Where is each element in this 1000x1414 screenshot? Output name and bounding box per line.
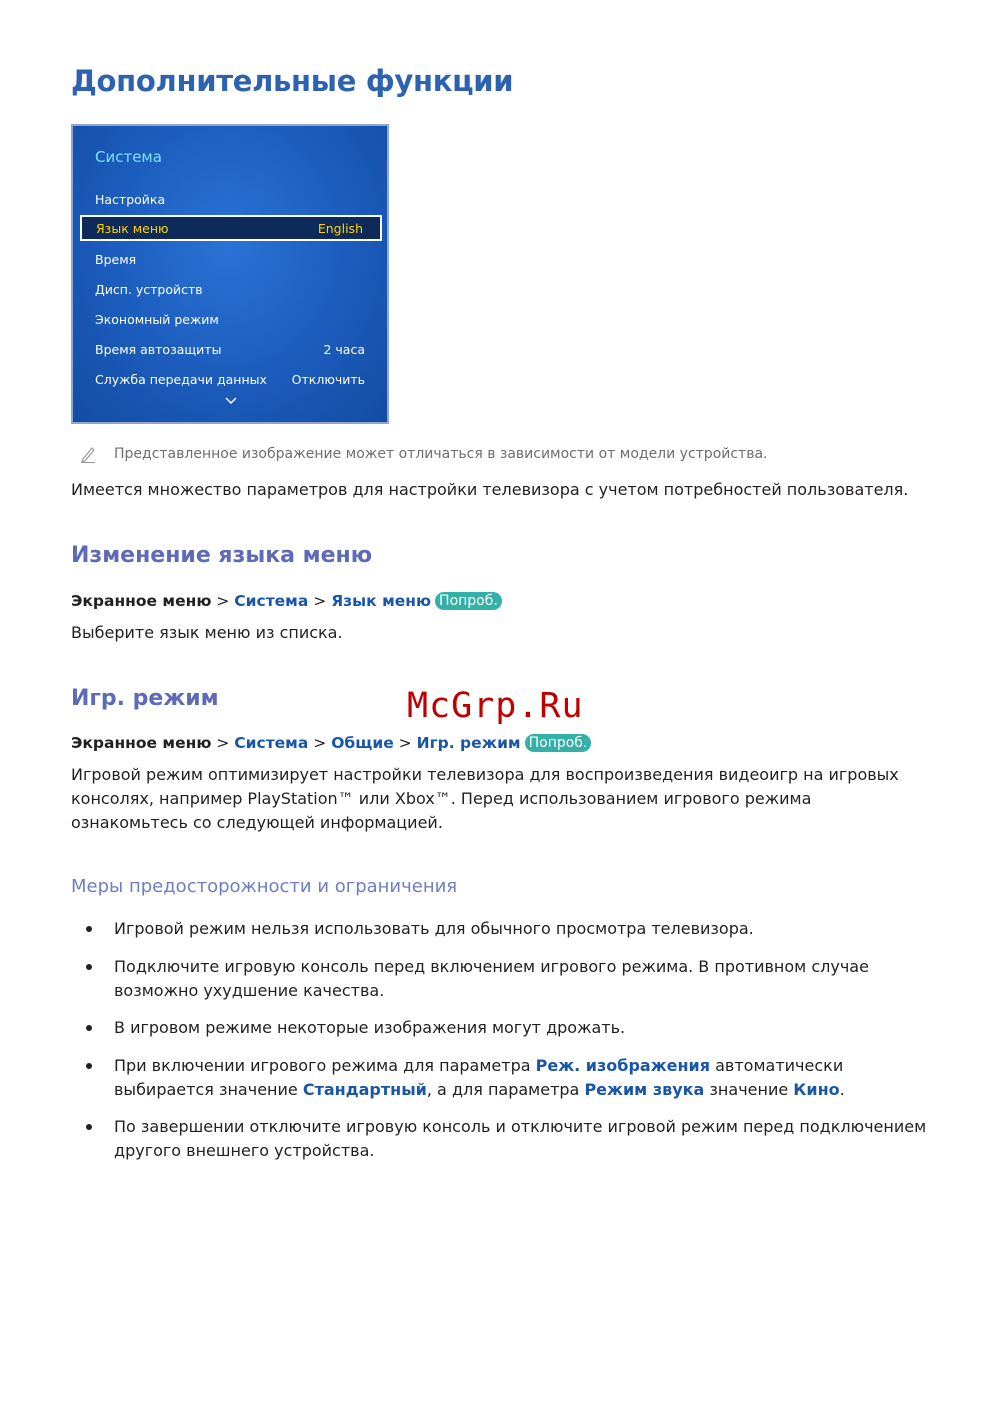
tv-menu-item — [95, 282, 365, 302]
try-now-button[interactable]: Попроб. — [525, 734, 592, 752]
path-link-general[interactable]: Общие — [331, 734, 394, 752]
keyword-picture-mode: Реж. изображения — [535, 1056, 711, 1075]
tv-menu-item — [95, 192, 365, 212]
tv-menu-item-label: Служба передачи данных — [95, 372, 267, 387]
list-item-text: , а для параметра — [426, 1080, 585, 1099]
tv-menu-item-label: Время — [95, 252, 137, 267]
list-item: Игровой режим нельзя использовать для обычного просмотра телевизора. — [114, 919, 754, 938]
list-item: По завершении отключите игровую консоль и отключите игровой режим перед подключением другого внешнего устройства. — [114, 1117, 927, 1160]
tv-menu-item-selected — [80, 215, 382, 241]
tv-menu-item-label: Время автозащиты — [95, 342, 222, 357]
tv-menu-item — [95, 252, 365, 272]
list-item — [114, 1054, 934, 1102]
tv-menu-title: Система — [95, 148, 162, 166]
path-separator: > — [216, 734, 230, 752]
subsection-heading: Меры предосторожности и ограничения — [71, 876, 458, 897]
pencil-icon — [80, 445, 96, 463]
path-link-system[interactable]: Система — [234, 734, 309, 752]
bullet-icon — [86, 964, 92, 970]
tv-menu-screenshot — [71, 124, 389, 424]
menu-path — [71, 592, 502, 610]
list-item: Подключите игровую консоль перед включением игрового режима. В противном случае возможно ухудшение качества. — [114, 957, 869, 1000]
tv-menu-item-value: English — [317, 221, 363, 236]
intro-text: Имеется множество параметров для настройки телевизора с учетом потребностей пользователя. — [71, 480, 909, 499]
section-description: Игровой режим оптимизирует настройки телевизора для воспроизведения видеоигр на игровых консолях, например PlayStation™ или Xbox™. Перед использованием игрового режима ознакомьтесь со следующей информацией. — [71, 765, 899, 832]
menu-path — [71, 734, 591, 752]
tv-menu-item — [95, 312, 365, 332]
chevron-down-icon — [224, 396, 238, 406]
tv-menu-item-label: Настройка — [95, 192, 166, 207]
tv-menu-item-label: Язык меню — [96, 221, 169, 236]
list-item-text: значение — [704, 1080, 794, 1099]
list-item-text: автоматически выбирается значение — [114, 1056, 844, 1099]
path-link-system[interactable]: Система — [234, 592, 309, 610]
path-separator: > — [398, 734, 412, 752]
tv-menu-item — [95, 372, 365, 392]
path-link-menu-language[interactable]: Язык меню — [331, 592, 432, 610]
tv-menu-item-value: Отключить — [291, 372, 365, 387]
tv-menu-item-value: 2 часа — [323, 342, 365, 357]
bullet-icon — [86, 1063, 92, 1069]
tv-menu-item — [95, 342, 365, 362]
path-step: Экранное меню — [71, 734, 212, 752]
section-description: Выберите язык меню из списка. — [71, 623, 343, 642]
section-heading-game-mode: Игр. режим — [71, 686, 219, 711]
keyword-sound-mode: Режим звука — [584, 1080, 705, 1099]
path-separator: > — [313, 592, 327, 610]
bullet-icon — [86, 1025, 92, 1031]
path-step: Экранное меню — [71, 592, 212, 610]
bullet-icon — [86, 1124, 92, 1130]
keyword-movie: Кино — [793, 1080, 840, 1099]
bullet-icon — [86, 926, 92, 932]
page-title: Дополнительные функции — [71, 64, 514, 98]
tv-menu-item-label: Дисп. устройств — [95, 282, 203, 297]
watermark: McGrp.Ru — [407, 686, 584, 726]
image-note: Представленное изображение может отличаться в зависимости от модели устройства. — [114, 446, 768, 462]
path-separator: > — [313, 734, 327, 752]
list-item: В игровом режиме некоторые изображения могут дрожать. — [114, 1018, 626, 1037]
path-link-game-mode[interactable]: Игр. режим — [416, 734, 521, 752]
try-now-button[interactable]: Попроб. — [435, 592, 502, 610]
tv-menu-item-label: Экономный режим — [95, 312, 219, 327]
list-item-text: При включении игрового режима для параметра — [114, 1056, 536, 1075]
keyword-standard: Стандартный — [302, 1080, 427, 1099]
list-item-text: . — [839, 1080, 845, 1099]
section-heading-menu-language: Изменение языка меню — [71, 543, 373, 568]
path-separator: > — [216, 592, 230, 610]
